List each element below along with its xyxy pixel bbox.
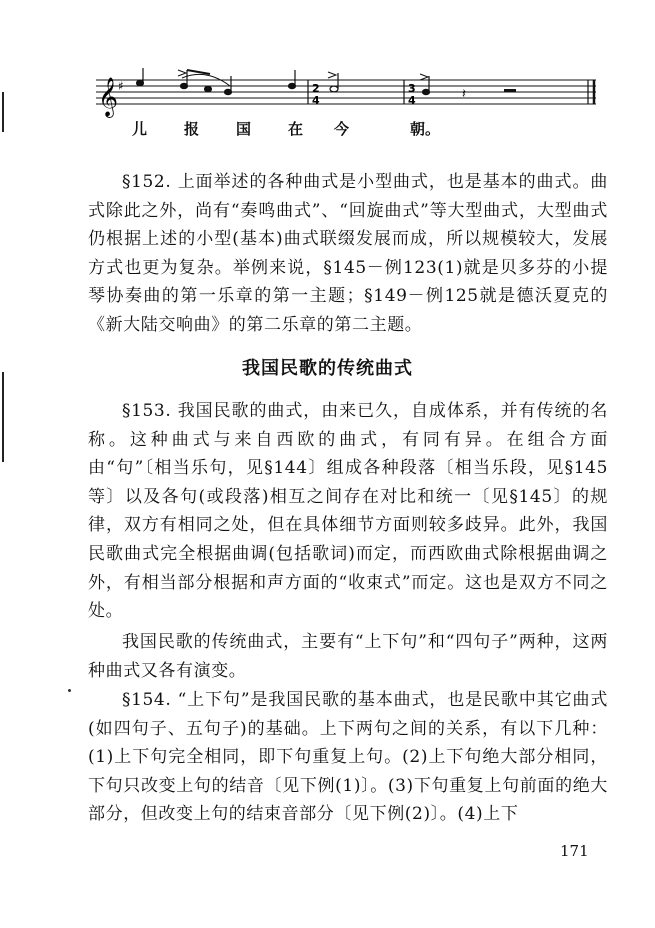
svg-text:4: 4 — [312, 94, 320, 107]
lyric-syllable: 朝。 — [410, 120, 441, 138]
lyric-syllable: 报 — [184, 120, 200, 138]
page-number: 171 — [560, 842, 589, 860]
lyric-syllable: 今 — [334, 120, 350, 138]
paragraph-153: §153. 我国民歌的曲式，由来已久，自成体系，并有传统的名称。这种曲式与来自西欧的曲式，有同有异。在组合方面由“句”〔相当乐句，见§144〕组成各种段落〔相当乐段，见§145等〕以及各句(或段落)相互之间存在对比和统一〔见§145〕的规律，双方有相同之处，但在具体细节方面则较多歧异。此外，我国民歌曲式完全根据曲调(包括歌词)而定，而西欧曲式除根据曲调之外，有相当部分根据和声方面的“收束式”而定。这也是双方不同之处。 — [88, 401, 608, 622]
paragraph-153-continued: 我国民歌的传统曲式，主要有“上下句”和“四句子”两种，这两种曲式又各有演变。 — [88, 632, 608, 681]
section-heading: 我国民歌的传统曲式 — [242, 358, 413, 379]
svg-text:𝄽: 𝄽 — [462, 87, 466, 102]
scan-speck — [68, 689, 71, 692]
svg-text:4: 4 — [408, 94, 416, 107]
paragraph-154: §154. “上下句”是我国民歌的基本曲式，也是民歌中其它曲式(如四句子、五句子)的基础。上下两句之间的关系，有以下几种：(1)上下句完全相同，即下句重复上句。(2)上下句绝大部分相同，下句只改变上句的结音〔见下例(1)〕。(3)下句重复上句前面的绝大部分，但改变上句的结束音部分〔见下例(2)〕。(4)上下 — [88, 690, 608, 825]
lyric-syllable: 儿 — [132, 120, 148, 138]
svg-text:2: 2 — [312, 82, 320, 95]
paragraph-152: §152. 上面举述的各种曲式是小型曲式，也是基本的曲式。曲式除此之外，尚有“奏鸣曲式”、“回旋曲式”等大型曲式，大型曲式仍根据上述的小型(基本)曲式联缀发展而成，所以规模较大，发展方式也更为复杂。举例来说，§145－例123(1)就是贝多芬的小提琴协奏曲的第一乐章的第一主题；§149－例125就是德沃夏克的《新大陆交响曲》的第二乐章的第二主题。 — [88, 172, 608, 335]
scan-edge-mark-middle — [2, 372, 4, 462]
svg-text:3: 3 — [408, 82, 416, 95]
lyric-syllable: 国 — [236, 120, 252, 138]
sharp-icon: ♯ — [118, 79, 124, 93]
treble-clef-icon: 𝄞 — [98, 77, 119, 117]
lyrics-line — [0, 118, 655, 138]
lyric-syllable: 在 — [288, 120, 304, 138]
